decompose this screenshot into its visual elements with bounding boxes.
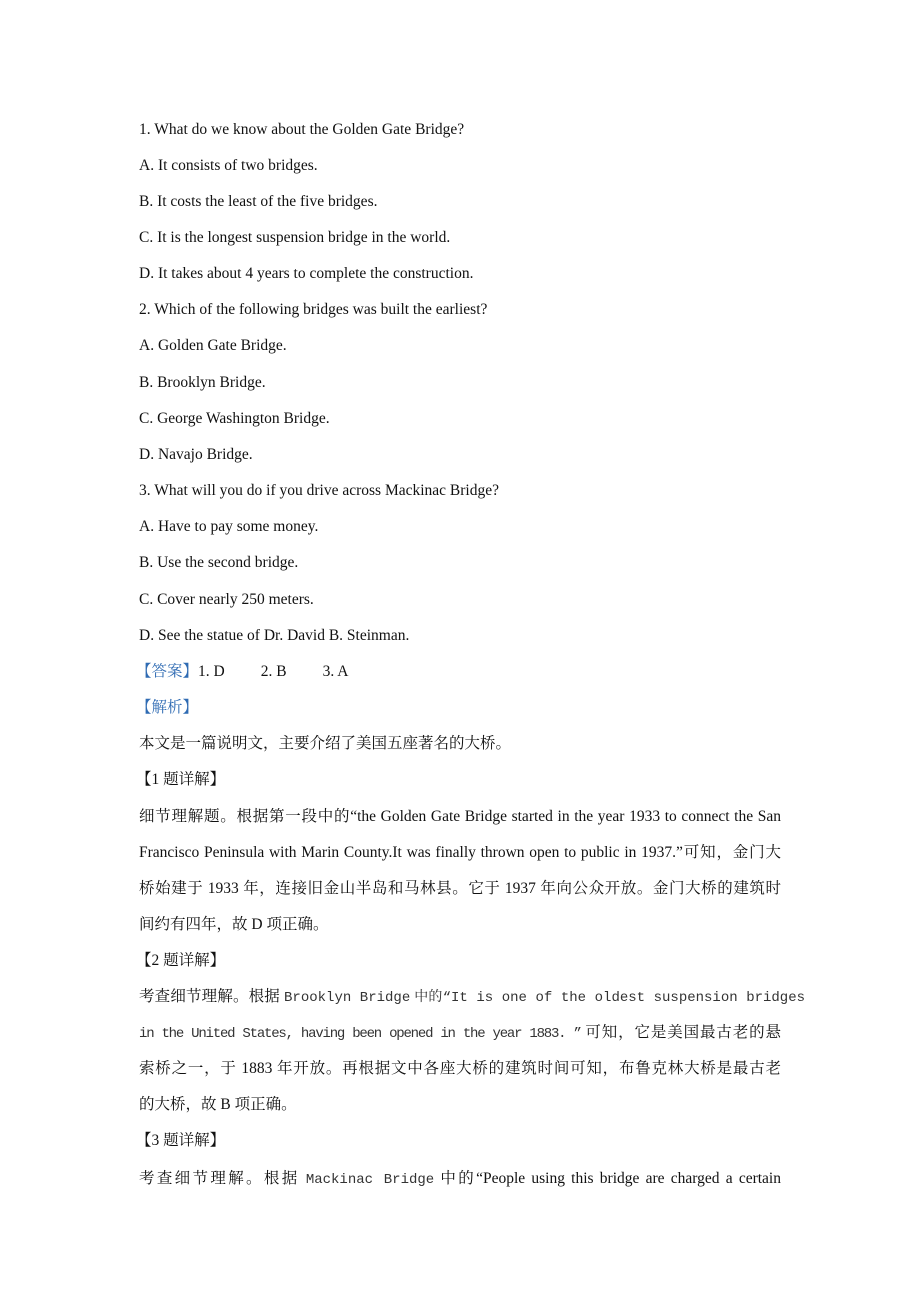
q2-line (139, 987, 805, 1008)
q3-text: 考查细节理解。根据 (139, 1170, 300, 1187)
q1-line: 桥始建于 1933 年，连接旧金山半岛和马林县。它于 1937 年向公众开放。金门大桥的建筑时 (139, 880, 781, 897)
q2-text: 考查细节理解。根据 (139, 988, 280, 1005)
question-1-option-c: C. It is the longest suspension bridge in the world. (139, 229, 451, 246)
question-1-option-d: D. It takes about 4 years to complete the construction. (139, 265, 474, 282)
question-1-option-b: B. It costs the least of the five bridges. (139, 193, 378, 210)
q1-line: 细节理解题。根据第一段中的“the Golden Gate Bridge started in the year 1933 to connect the San (139, 808, 781, 825)
question-1-stem: 1. What do we know about the Golden Gate Bridge? (139, 121, 465, 138)
q2-heading: 【2 题详解】 (136, 952, 226, 969)
question-3-option-b: B. Use the second bridge. (139, 554, 299, 571)
q1-line: Francisco Peninsula with Marin County.It was finally thrown open to public in 1937.”可知，金门大 (139, 844, 781, 861)
q1-line: 间约有四年，故 D 项正确。 (139, 916, 329, 933)
question-1-option-a: A. It consists of two bridges. (139, 157, 318, 174)
question-3-stem: 3. What will you do if you drive across Mackinac Bridge? (139, 482, 499, 499)
answer-3: 3. A (322, 663, 349, 680)
q3-text: 中的“People using this bridge are charged a certain (440, 1170, 781, 1187)
q1-heading: 【1 题详解】 (136, 771, 226, 788)
q2-text: in the United States, having been opened in the year 1883. ” (139, 1026, 581, 1042)
question-2-option-c: C. George Washington Bridge. (139, 410, 330, 427)
answer-label: 【答案】 (136, 663, 199, 680)
question-2-option-a: A. Golden Gate Bridge. (139, 337, 287, 354)
q2-text: 中的“It is one of the oldest suspension bridges (414, 990, 805, 1006)
q2-text: 可知，它是美国最古老的悬 (585, 1024, 781, 1041)
answer-2: 2. B (260, 663, 287, 680)
question-3-option-a: A. Have to pay some money. (139, 518, 319, 535)
question-2-option-d: D. Navajo Bridge. (139, 446, 253, 463)
analysis-label: 【解析】 (136, 699, 199, 716)
question-3-option-d: D. See the statue of Dr. David B. Steinman. (139, 627, 410, 644)
q2-line (139, 1023, 781, 1044)
q3-text: Mackinac Bridge (305, 1172, 435, 1188)
answer-1: 1. D (198, 663, 225, 680)
question-3-option-c: C. Cover nearly 250 meters. (139, 591, 314, 608)
analysis-summary: 本文是一篇说明文，主要介绍了美国五座著名的大桥。 (139, 735, 512, 752)
q3-line (139, 1169, 781, 1190)
question-2-stem: 2. Which of the following bridges was built the earliest? (139, 301, 488, 318)
question-2-option-b: B. Brooklyn Bridge. (139, 374, 266, 391)
q2-text: Brooklyn Bridge (284, 990, 411, 1006)
q2-line: 索桥之一，于 1883 年开放。再根据文中各座大桥的建筑时间可知，布鲁克林大桥是最古老 (139, 1060, 781, 1077)
q2-line: 的大桥，故 B 项正确。 (139, 1096, 297, 1113)
answer-line (136, 662, 348, 682)
q3-heading: 【3 题详解】 (136, 1132, 226, 1149)
